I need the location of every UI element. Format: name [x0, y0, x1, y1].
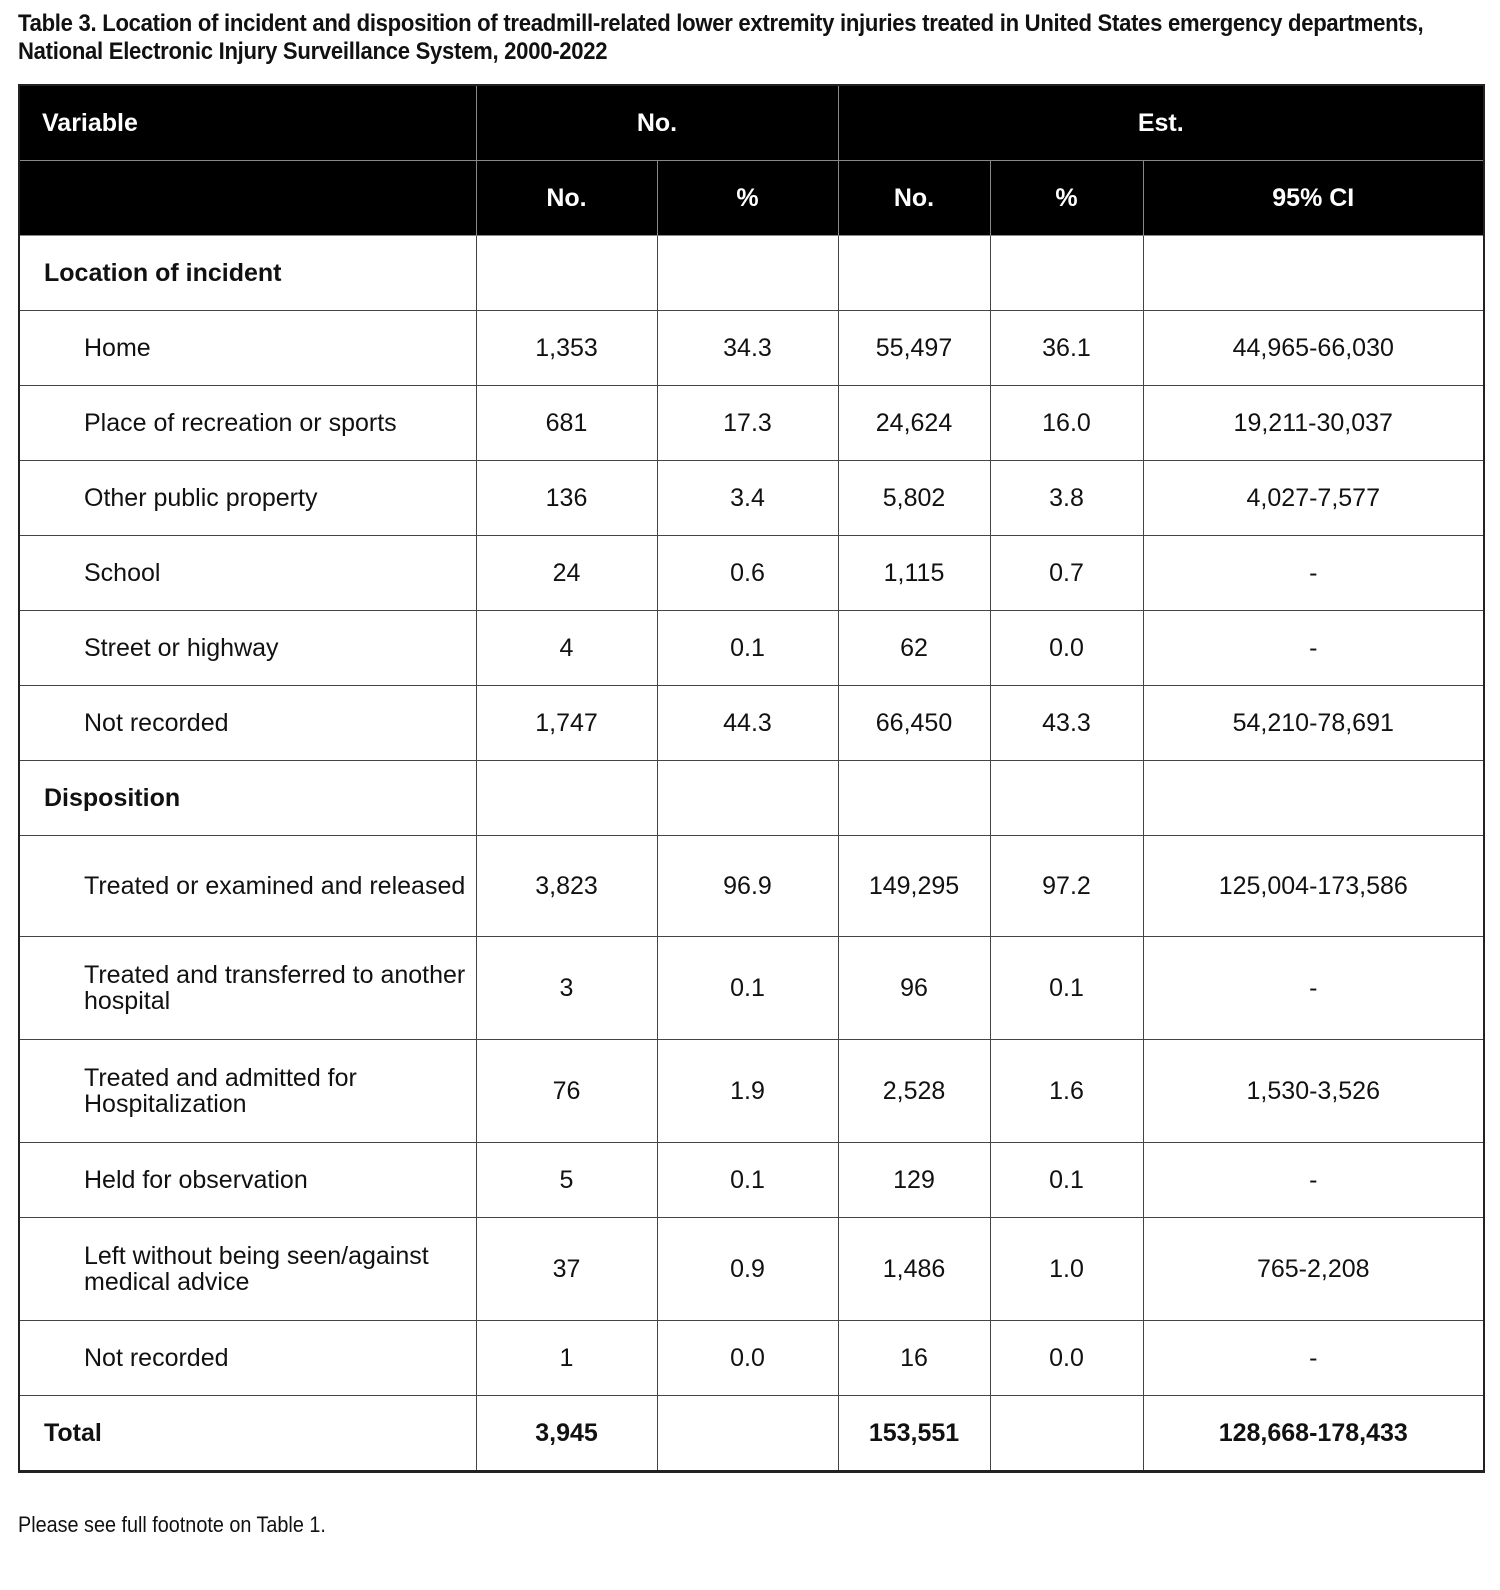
cell-no: 24	[476, 536, 657, 611]
cell-no: 136	[476, 461, 657, 536]
cell-no: 5	[476, 1143, 657, 1218]
cell-pct: 0.1	[657, 937, 838, 1040]
cell-ci: -	[1143, 1321, 1484, 1396]
table-body	[19, 236, 1484, 1472]
row-label: Street or highway	[19, 611, 476, 686]
row-label: Treated and transferred to another hospital	[19, 937, 476, 1040]
cell-est-pct: 3.8	[990, 461, 1143, 536]
empty-cell	[476, 236, 657, 311]
cell-no: 1,353	[476, 311, 657, 386]
total-row	[19, 1396, 1484, 1472]
header-row-group	[19, 85, 1484, 161]
cell-pct: 0.9	[657, 1218, 838, 1321]
cell-est-pct: 0.1	[990, 1143, 1143, 1218]
cell-est-no: 2,528	[838, 1040, 990, 1143]
empty-cell	[657, 761, 838, 836]
table-row	[19, 386, 1484, 461]
cell-pct: 0.6	[657, 536, 838, 611]
cell-est-pct: 0.0	[990, 611, 1143, 686]
empty-cell	[1143, 236, 1484, 311]
cell-pct: 0.0	[657, 1321, 838, 1396]
cell-est-pct: 97.2	[990, 836, 1143, 937]
cell-est-pct: 16.0	[990, 386, 1143, 461]
table-row	[19, 1040, 1484, 1143]
data-table	[18, 84, 1485, 1473]
table-row	[19, 686, 1484, 761]
cell-est-pct: 0.1	[990, 937, 1143, 1040]
header-group-no: No.	[476, 85, 838, 161]
table-row	[19, 1218, 1484, 1321]
cell-est-no: 1,486	[838, 1218, 990, 1321]
table-row	[19, 536, 1484, 611]
cell-ci: 1,530-3,526	[1143, 1040, 1484, 1143]
cell-pct: 17.3	[657, 386, 838, 461]
header-group-est: Est.	[838, 85, 1484, 161]
row-label: Place of recreation or sports	[19, 386, 476, 461]
cell-est-no: 1,115	[838, 536, 990, 611]
table-title: Table 3. Location of incident and disposition of treadmill-related lower extremity injuries treated in United States emergency departments, National Electronic Injury Surveillance System, 2000-2022	[18, 10, 1424, 65]
cell-no: 76	[476, 1040, 657, 1143]
cell-est-pct: 36.1	[990, 311, 1143, 386]
cell-est-pct: 1.0	[990, 1218, 1143, 1321]
cell-est-no: 24,624	[838, 386, 990, 461]
header-variable: Variable	[19, 85, 476, 161]
total-cell-ci: 128,668-178,433	[1143, 1396, 1484, 1472]
cell-est-pct: 0.7	[990, 536, 1143, 611]
section-label: Location of incident	[19, 236, 476, 311]
section-label: Disposition	[19, 761, 476, 836]
row-label: Treated or examined and released	[19, 836, 476, 937]
row-label: Treated and admitted for Hospitalization	[19, 1040, 476, 1143]
cell-no: 3,823	[476, 836, 657, 937]
empty-cell	[1143, 761, 1484, 836]
cell-est-no: 149,295	[838, 836, 990, 937]
total-cell-pct	[657, 1396, 838, 1472]
table-row	[19, 461, 1484, 536]
table-row	[19, 1321, 1484, 1396]
table-row	[19, 937, 1484, 1040]
empty-cell	[990, 236, 1143, 311]
cell-no: 1	[476, 1321, 657, 1396]
header-blank	[19, 161, 476, 236]
section-row	[19, 236, 1484, 311]
cell-no: 3	[476, 937, 657, 1040]
cell-ci: 19,211-30,037	[1143, 386, 1484, 461]
cell-est-pct: 43.3	[990, 686, 1143, 761]
cell-est-no: 66,450	[838, 686, 990, 761]
header-pct: %	[657, 161, 838, 236]
cell-ci: 765-2,208	[1143, 1218, 1484, 1321]
table-row	[19, 836, 1484, 937]
table-row	[19, 311, 1484, 386]
cell-ci: -	[1143, 611, 1484, 686]
cell-no: 4	[476, 611, 657, 686]
cell-ci: 44,965-66,030	[1143, 311, 1484, 386]
header-est-pct: %	[990, 161, 1143, 236]
cell-pct: 34.3	[657, 311, 838, 386]
empty-cell	[657, 236, 838, 311]
cell-ci: -	[1143, 937, 1484, 1040]
total-label: Total	[19, 1396, 476, 1472]
cell-ci: 54,210-78,691	[1143, 686, 1484, 761]
cell-pct: 0.1	[657, 1143, 838, 1218]
section-row	[19, 761, 1484, 836]
table-row	[19, 1143, 1484, 1218]
empty-cell	[476, 761, 657, 836]
empty-cell	[838, 236, 990, 311]
cell-ci: 4,027-7,577	[1143, 461, 1484, 536]
row-label: Not recorded	[19, 686, 476, 761]
cell-est-pct: 1.6	[990, 1040, 1143, 1143]
total-cell-no: 3,945	[476, 1396, 657, 1472]
cell-pct: 1.9	[657, 1040, 838, 1143]
footnote: Please see full footnote on Table 1.	[18, 1512, 326, 1537]
total-cell-est-no: 153,551	[838, 1396, 990, 1472]
row-label: Other public property	[19, 461, 476, 536]
cell-est-no: 5,802	[838, 461, 990, 536]
cell-no: 1,747	[476, 686, 657, 761]
row-label: Not recorded	[19, 1321, 476, 1396]
header-row-sub	[19, 161, 1484, 236]
row-label: Home	[19, 311, 476, 386]
row-label: School	[19, 536, 476, 611]
cell-est-pct: 0.0	[990, 1321, 1143, 1396]
cell-ci: -	[1143, 536, 1484, 611]
empty-cell	[838, 761, 990, 836]
cell-est-no: 62	[838, 611, 990, 686]
header-no: No.	[476, 161, 657, 236]
header-ci: 95% CI	[1143, 161, 1484, 236]
cell-ci: -	[1143, 1143, 1484, 1218]
cell-pct: 0.1	[657, 611, 838, 686]
cell-est-no: 16	[838, 1321, 990, 1396]
cell-ci: 125,004-173,586	[1143, 836, 1484, 937]
row-label: Held for observation	[19, 1143, 476, 1218]
table-row	[19, 611, 1484, 686]
cell-est-no: 129	[838, 1143, 990, 1218]
total-cell-est-pct	[990, 1396, 1143, 1472]
cell-no: 681	[476, 386, 657, 461]
header-est-no: No.	[838, 161, 990, 236]
cell-pct: 96.9	[657, 836, 838, 937]
cell-pct: 3.4	[657, 461, 838, 536]
cell-pct: 44.3	[657, 686, 838, 761]
cell-est-no: 55,497	[838, 311, 990, 386]
cell-est-no: 96	[838, 937, 990, 1040]
cell-no: 37	[476, 1218, 657, 1321]
empty-cell	[990, 761, 1143, 836]
row-label: Left without being seen/against medical advice	[19, 1218, 476, 1321]
